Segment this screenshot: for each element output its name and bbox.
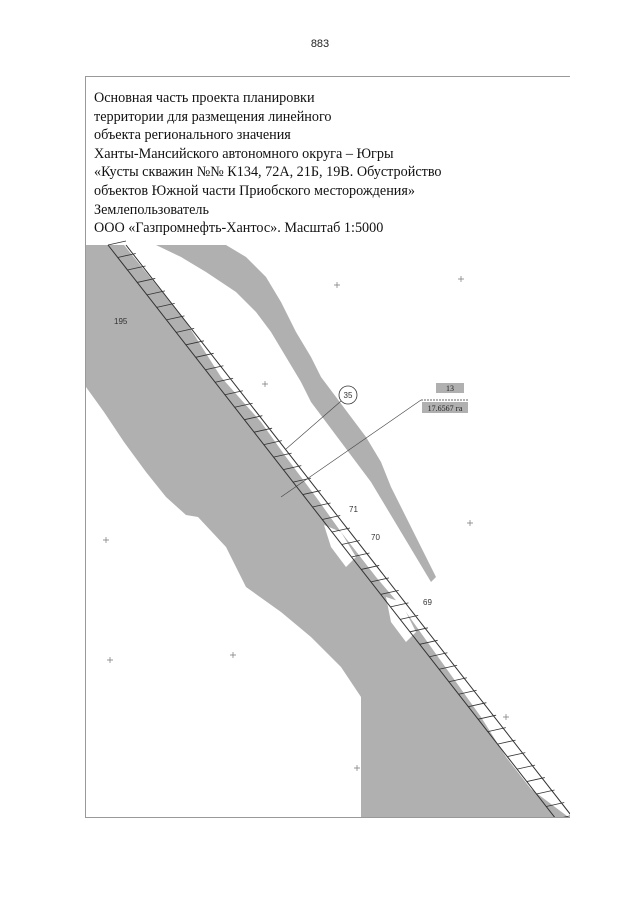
pipeline-tick <box>108 241 126 245</box>
title-line: объекта регионального значения <box>94 127 291 144</box>
pipeline-tick <box>507 753 525 757</box>
title-line: Землепользователь <box>94 201 209 218</box>
plot-label-71: 71 <box>349 505 358 514</box>
title-line: объектов Южной части Приобского месторождения» <box>94 182 416 199</box>
pipeline-tick <box>488 728 506 732</box>
callout-area: 17.6567 га <box>427 404 463 413</box>
callout-code: 13 <box>446 384 454 393</box>
pipeline-tick <box>517 765 535 769</box>
title-line: ООО «Газпромнефть-Хантос». Масштаб 1:5000 <box>94 220 384 237</box>
map-sheet <box>85 76 570 818</box>
title-line: Ханты-Мансийского автономного округа – Югры <box>94 145 394 162</box>
plot-label-195: 195 <box>114 317 128 326</box>
title-line: территории для размещения линейного <box>94 108 332 125</box>
pipeline-edge <box>126 245 570 818</box>
page-number: 883 <box>310 38 330 50</box>
plot-label-69: 69 <box>423 598 432 607</box>
pipeline-tick <box>537 790 555 794</box>
plot-label-70: 70 <box>371 533 380 542</box>
title-line: Основная часть проекта планировки <box>94 90 315 106</box>
pipeline-tick <box>498 740 516 744</box>
title-line: «Кусты скважин №№ К134, 72А, 21Б, 19В. Обустройство <box>94 164 442 181</box>
pipeline-tick <box>527 778 545 782</box>
callout-number: 35 <box>343 391 353 400</box>
planning-map <box>86 77 570 818</box>
